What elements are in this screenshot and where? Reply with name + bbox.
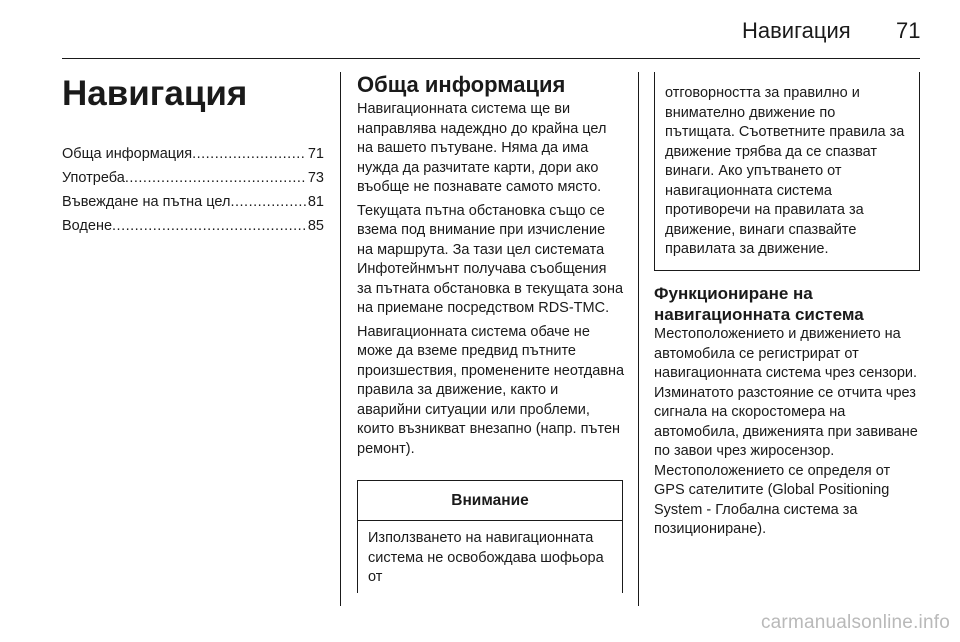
warning-box-continued (654, 72, 920, 271)
chapter-title: Навигация (62, 74, 248, 113)
toc-entry-page: 71 (307, 146, 324, 162)
paragraph: Местоположението и движението на автомобила се регистрират от навигационната система чрез сензори. Изминатото разстояние се отчита чрез сигнала на скоростомера на автомобила, движенията при завиване по завои чрез жиросензор. (654, 326, 918, 459)
warning-text-continued: отговорността за правилно и внимателно движение по пътищата. Съответните правила за движение трябва да се спазват винаги. Ако упътването от навигационната система противоречи на правилата за движение, винаги спазвайте правилата за движение. (665, 85, 905, 257)
operation-section (654, 283, 924, 544)
toc-entry-label: Въвеждане на пътна цел (62, 194, 231, 210)
toc-entry[interactable] (62, 166, 324, 190)
toc-entry-page: 73 (307, 170, 324, 186)
toc-entry[interactable] (62, 142, 324, 166)
column-divider (340, 72, 341, 606)
paragraph: Местоположението се определя от GPS сателитите (Global Positioning System - Глобална система за позициониране). (654, 462, 891, 537)
toc-leader-dots (192, 142, 306, 166)
toc-leader-dots (125, 166, 306, 190)
general-info-section (357, 72, 625, 463)
paragraph: Навигационната система обаче не може да вземе предвид пътните произшествия, променените неотдавна правила за движение, както и аварийни ситуации или проблеми, които възникват внезапно (напр. пътен ремонт). (357, 323, 625, 457)
warning-text: Използването на навигационната система не освобождава шофьора от (368, 530, 604, 585)
toc-entry[interactable] (62, 214, 324, 238)
header-rule (62, 58, 920, 59)
page-number: 71 (896, 18, 921, 43)
toc-entry-label: Употреба (62, 170, 125, 186)
warning-box (357, 480, 623, 593)
toc-entry-page: 81 (307, 194, 324, 210)
subsection-title: Функциониране на навигационната система (654, 284, 864, 324)
toc-leader-dots (230, 190, 305, 214)
section-title: Обща информация (357, 72, 566, 97)
toc-entry-label: Водене (62, 218, 113, 234)
toc-entry-page: 85 (307, 218, 324, 234)
warning-heading: Внимание (358, 481, 622, 521)
toc-leader-dots (112, 214, 306, 238)
column-divider (638, 72, 639, 606)
paragraph: Текущата пътна обстановка също се взема под внимание при изчисление на маршрута. За тази цел системата Инфотейнмънт получава съобщения за пътната обстановка в текущата зона на приемане посредством RDS-TMC. (357, 202, 624, 316)
watermark: carmanualsonline.info (760, 612, 950, 633)
paragraph: Навигационната система ще ви направлява надеждно до крайна цел на вашето пътуване. Няма да има нужда да разчитате карти, дори ако въобще не познавате самото място. (357, 101, 607, 195)
toc-entry[interactable] (62, 190, 324, 214)
toc-column (62, 72, 324, 238)
running-header-title: Навигация (742, 18, 851, 43)
toc-entry-label: Обща информация (62, 146, 193, 162)
table-of-contents (62, 142, 324, 238)
